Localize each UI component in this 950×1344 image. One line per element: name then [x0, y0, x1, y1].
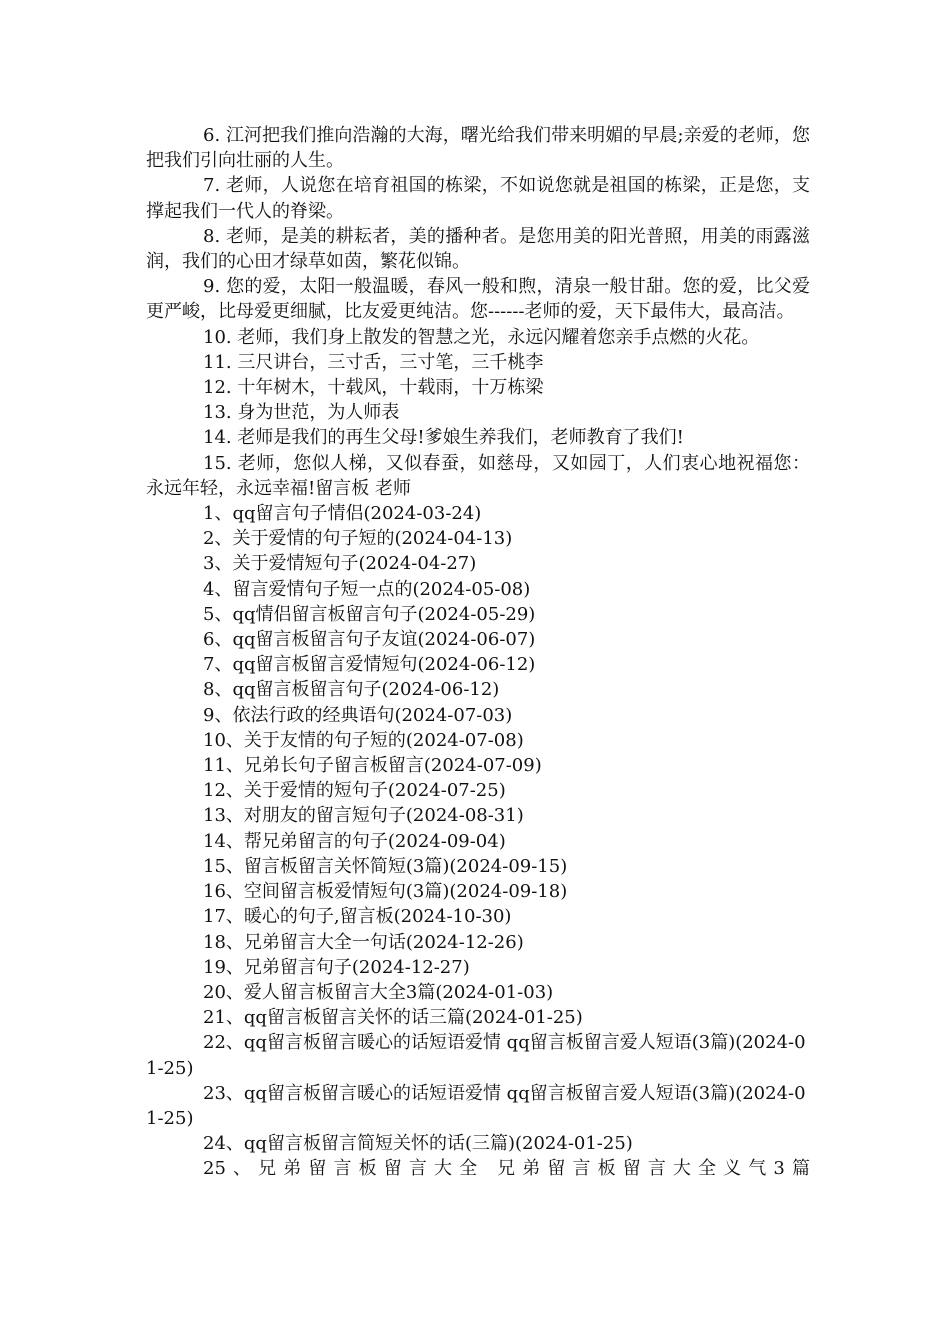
related-link[interactable]: 6、qq留言板留言句子友谊(2024-06-07)	[203, 629, 536, 651]
paragraph-7: 7. 老师，人说您在培育祖国的栋梁，不如说您就是祖国的栋梁，正是您，支撑起我们一代人的脊梁。	[146, 175, 810, 222]
related-link[interactable]: 2、关于爱情的句子短的(2024-04-13)	[203, 528, 513, 550]
related-link[interactable]: 5、qq情侣留言板留言句子(2024-05-29)	[203, 603, 536, 625]
related-link[interactable]: 21、qq留言板留言关怀的话三篇(2024-01-25)	[203, 1007, 583, 1029]
related-link[interactable]: 11、兄弟长句子留言板留言(2024-07-09)	[203, 755, 542, 777]
related-link[interactable]: 18、兄弟留言大全一句话(2024-12-26)	[203, 931, 524, 953]
paragraph-14: 14. 老师是我们的再生父母!爹娘生养我们，老师教育了我们!	[203, 427, 684, 449]
related-link[interactable]: 16、空间留言板爱情短句(3篇)(2024-09-18)	[203, 881, 568, 903]
related-links-list	[146, 501, 810, 1181]
related-link[interactable]: 9、依法行政的经典语句(2024-07-03)	[203, 704, 513, 726]
related-link[interactable]: 22、qq留言板留言暖心的话短语爱情 qq留言板留言爱人短语(3篇)(2024-01-25)	[146, 1032, 806, 1079]
related-link[interactable]: 13、对朋友的留言短句子(2024-08-31)	[203, 805, 524, 827]
related-link[interactable]: 14、帮兄弟留言的句子(2024-09-04)	[203, 830, 506, 852]
related-link[interactable]: 25、兄弟留言板留言大全 兄弟留言板留言大全义气3篇	[203, 1158, 810, 1180]
related-link[interactable]: 3、关于爱情短句子(2024-04-27)	[203, 553, 477, 575]
paragraph-15: 15. 老师，您似人梯，又似春蚕，如慈母，又如园丁，人们衷心地祝福您：永远年轻，永远幸福!留言板 老师	[146, 452, 810, 499]
related-link[interactable]: 24、qq留言板留言简短关怀的话(三篇)(2024-01-25)	[203, 1133, 633, 1155]
related-link[interactable]: 20、爱人留言板留言大全3篇(2024-01-03)	[203, 981, 554, 1003]
related-link[interactable]: 10、关于友情的句子短的(2024-07-08)	[203, 729, 524, 751]
related-link[interactable]: 1、qq留言句子情侣(2024-03-24)	[203, 503, 482, 525]
related-link[interactable]: 12、关于爱情的短句子(2024-07-25)	[203, 780, 506, 802]
related-link[interactable]: 17、暖心的句子,留言板(2024-10-30)	[203, 906, 512, 928]
paragraph-8: 8. 老师，是美的耕耘者，美的播种者。是您用美的阳光普照，用美的雨露滋润，我们的心田才绿草如茵，繁花似锦。	[146, 225, 810, 273]
paragraph-10: 10. 老师，我们身上散发的智慧之光，永远闪耀着您亲手点燃的火花。	[203, 326, 760, 348]
paragraph-11: 11. 三尺讲台，三寸舌，三寸笔，三千桃李	[203, 351, 544, 373]
paragraph-6: 6. 江河把我们推向浩瀚的大海，曙光给我们带来明媚的早晨;亲爱的老师，您把我们引向壮丽的人生。	[146, 125, 810, 172]
document-body	[146, 123, 810, 1182]
paragraph-13: 13. 身为世范，为人师表	[203, 402, 400, 424]
related-link[interactable]: 15、留言板留言关怀简短(3篇)(2024-09-15)	[203, 855, 568, 877]
related-link[interactable]: 4、留言爱情句子短一点的(2024-05-08)	[203, 578, 531, 600]
related-link[interactable]: 19、兄弟留言句子(2024-12-27)	[203, 956, 470, 978]
paragraph-12: 12. 十年树木，十载风，十载雨，十万栋梁	[203, 377, 544, 399]
related-link[interactable]: 23、qq留言板留言暖心的话短语爱情 qq留言板留言爱人短语(3篇)(2024-01-25)	[146, 1082, 806, 1129]
related-link[interactable]: 7、qq留言板留言爱情短句(2024-06-12)	[203, 654, 536, 676]
related-link[interactable]: 8、qq留言板留言句子(2024-06-12)	[203, 679, 500, 701]
paragraph-9: 9. 您的爱，太阳一般温暖，春风一般和煦，清泉一般甘甜。您的爱，比父爱更严峻，比母爱更细腻，比友爱更纯洁。您------老师的爱，天下最伟大，最高洁。	[146, 276, 810, 323]
